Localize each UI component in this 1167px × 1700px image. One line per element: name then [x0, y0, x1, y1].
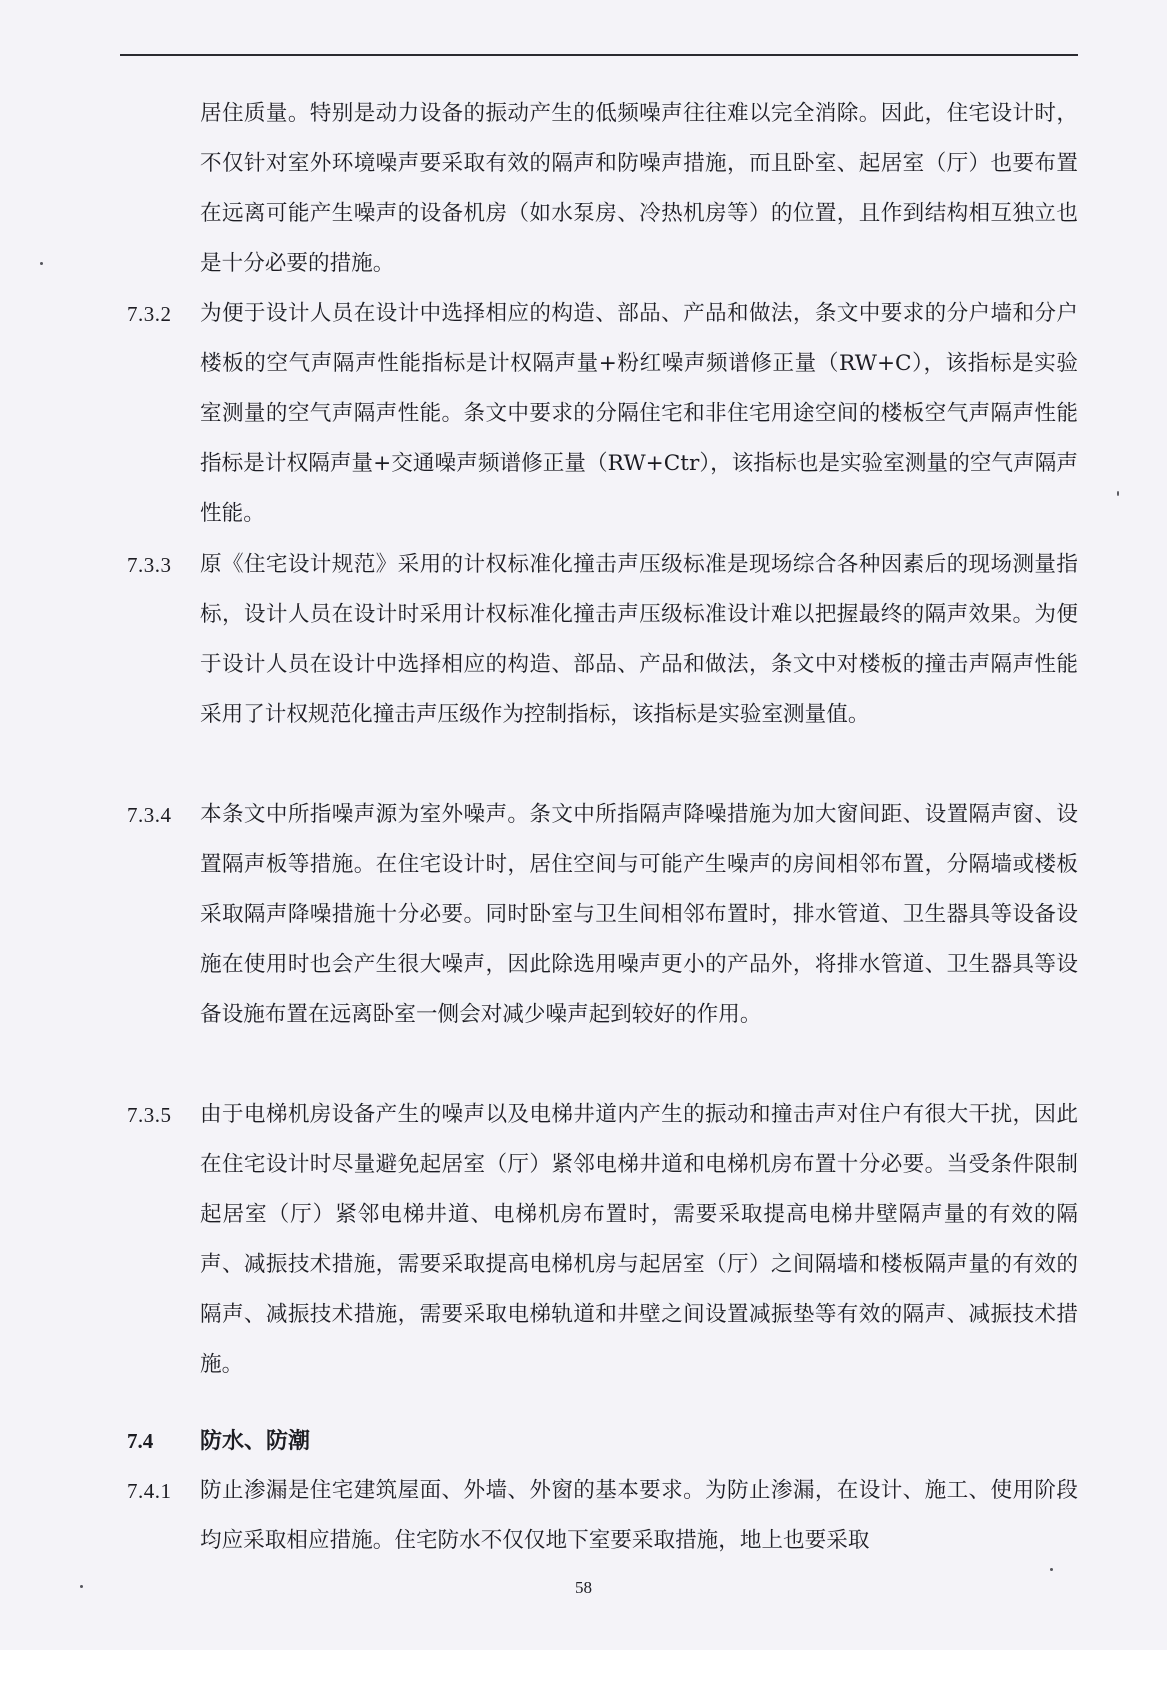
clause-text: 为便于设计人员在设计中选择相应的构造、部品、产品和做法，条文中要求的分户墙和分户楼板的空气声隔声性能指标是计权隔声量+粉红噪声频谱修正量（RW+C），该指标是实验室测量的空气声隔声性能。条文中要求的分隔住宅和非住宅用途空间的楼板空气声隔声性能指标是计权隔声量+交通噪声频谱修正量（RW+Ctr），该指标也是实验室测量的空气声隔声性能。 [200, 301, 1078, 526]
section-number: 7.4 [127, 1429, 154, 1453]
clause-number: 7.3.2 [127, 302, 172, 326]
page-number: 58 [575, 1578, 592, 1597]
clause-text: 本条文中所指噪声源为室外噪声。条文中所指隔声降噪措施为加大窗间距、设置隔声窗、设置隔声板等措施。在住宅设计时，居住空间与可能产生噪声的房间相邻布置，分隔墙或楼板采取隔声降噪措施十分必要。同时卧室与卫生间相邻布置时，排水管道、卫生器具等设备设施在使用时也会产生很大噪声，因此除选用噪声更小的产品外，将排水管道、卫生器具等设备设施布置在远离卧室一侧会对减少噪声起到较好的作用。 [200, 802, 1078, 1027]
scan-speck [80, 1585, 83, 1588]
clause-text: 防止渗漏是住宅建筑屋面、外墙、外窗的基本要求。为防止渗漏，在设计、施工、使用阶段均应采取相应措施。住宅防水不仅仅地下室要采取措施，地上也要采取 [200, 1478, 1078, 1553]
scan-speck [1050, 1568, 1053, 1571]
clause-number: 7.3.3 [127, 553, 172, 577]
continuation-text: 居住质量。特别是动力设备的振动产生的低频噪声往往难以完全消除。因此，住宅设计时，不仅针对室外环境噪声要采取有效的隔声和防噪声措施，而且卧室、起居室（厅）也要布置在远离可能产生噪声的设备机房（如水泵房、冷热机房等）的位置，且作到结构相互独立也是十分必要的措施。 [200, 101, 1078, 276]
clause-number: 7.3.4 [127, 803, 172, 827]
section-title: 防水、防潮 [200, 1428, 311, 1454]
header-rule [120, 54, 1078, 56]
scan-speck [40, 262, 43, 265]
clause-number: 7.4.1 [127, 1479, 172, 1503]
scan-speck [1117, 491, 1119, 496]
clause-text: 由于电梯机房设备产生的噪声以及电梯井道内产生的振动和撞击声对住户有很大干扰，因此在住宅设计时尽量避免起居室（厅）紧邻电梯井道和电梯机房布置十分必要。当受条件限制起居室（厅）紧邻电梯井道、电梯机房布置时，需要采取提高电梯井壁隔声量的有效的隔声、减振技术措施，需要采取提高电梯机房与起居室（厅）之间隔墙和楼板隔声量的有效的隔声、减振技术措施，需要采取电梯轨道和井壁之间设置减振垫等有效的隔声、减振技术措施。 [200, 1102, 1078, 1377]
scan-margin [0, 1650, 1167, 1700]
clause-number: 7.3.5 [127, 1103, 172, 1127]
clause-text: 原《住宅设计规范》采用的计权标准化撞击声压级标准是现场综合各种因素后的现场测量指标，设计人员在设计时采用计权标准化撞击声压级标准设计难以把握最终的隔声效果。为便于设计人员在设计中选择相应的构造、部品、产品和做法，条文中对楼板的撞击声隔声性能采用了计权规范化撞击声压级作为控制指标，该指标是实验室测量值。 [200, 552, 1078, 727]
